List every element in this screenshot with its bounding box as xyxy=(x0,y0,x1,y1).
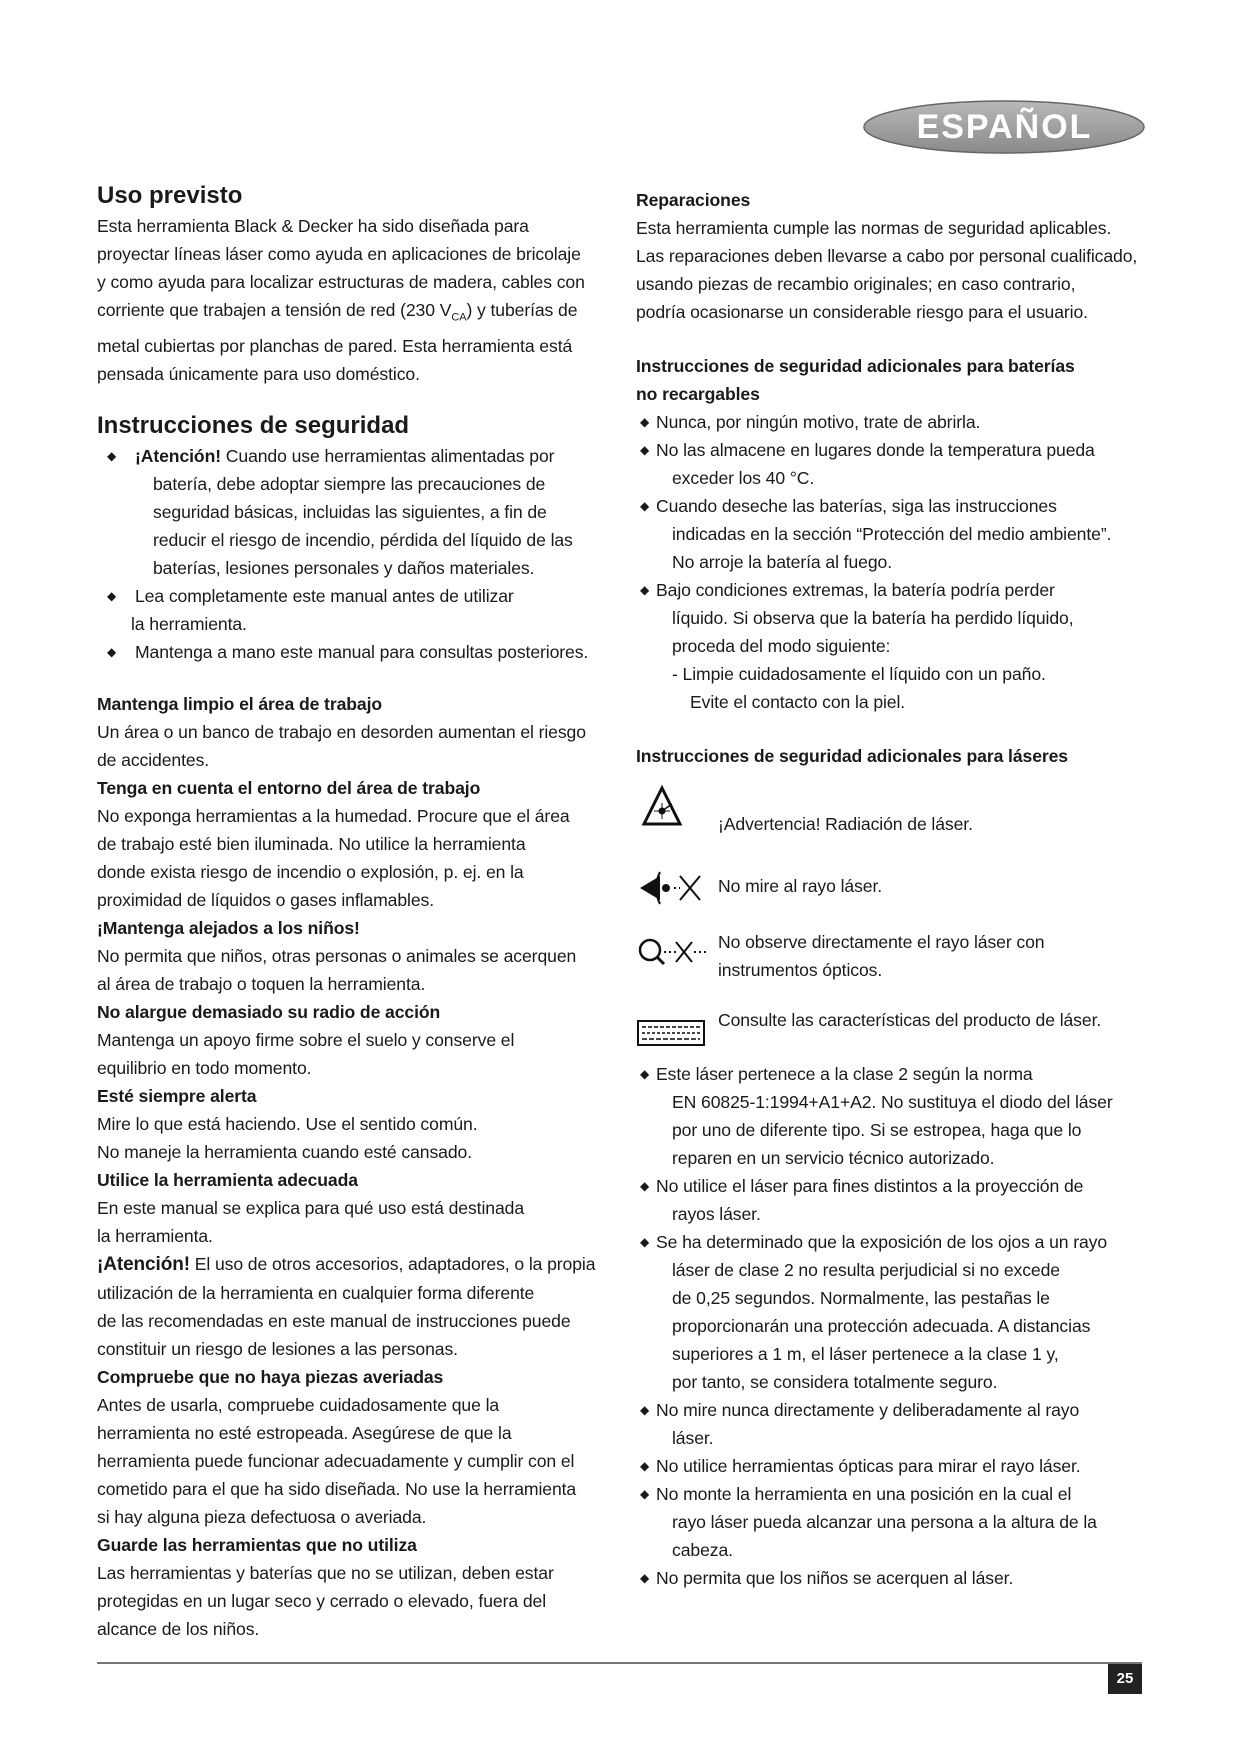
uso-line: pensada únicamente para uso doméstico. xyxy=(97,363,420,384)
section-line: Antes de usarla, compruebe cuidadosamente que la xyxy=(97,1394,500,1415)
section-line: proximidad de líquidos o gases inflamables. xyxy=(97,889,435,910)
section-line: cometido para el que ha sido diseñada. No use la herramienta xyxy=(97,1478,577,1499)
icon-label: instrumentos ópticos. xyxy=(718,960,883,980)
diamond-bullet-icon: ◆ xyxy=(640,583,650,597)
bullet-line: seguridad básicas, incluidas las siguientes, a fin de xyxy=(153,501,547,522)
section-line: Mire lo que está haciendo. Use el sentido común. xyxy=(97,1113,478,1134)
uso-title: Uso previsto xyxy=(97,182,243,209)
bullet-item: ◆ Nunca, por ningún motivo, trate de abrirla. xyxy=(636,408,1156,436)
uso-line: metal cubiertas por planchas de pared. Esta herramienta está xyxy=(97,335,573,356)
bullet-item: ◆ Se ha determinado que la exposición de los ojos a un rayo xyxy=(636,1228,1156,1256)
dash-line: Evite el contacto con la piel. xyxy=(690,692,906,712)
diamond-bullet-icon: ◆ xyxy=(640,1571,650,1585)
section-heading: Compruebe que no haya piezas averiadas xyxy=(97,1366,444,1387)
uso-line: proyectar líneas láser como ayuda en aplicaciones de bricolaje xyxy=(97,244,581,264)
diamond-bullet-icon: ◆ xyxy=(640,1459,650,1473)
bullet-line: baterías, lesiones personales y daños materiales. xyxy=(153,557,535,578)
right-column xyxy=(636,186,1156,1592)
section-heading: Instrucciones de seguridad adicionales para láseres xyxy=(636,746,1068,766)
bullet-item: ◆ No las almacene en lugares donde la temperatura pueda xyxy=(636,436,1156,464)
section-line: podría ocasionarse un considerable riesgo para el usuario. xyxy=(636,302,1088,322)
section-heading: no recargables xyxy=(636,384,760,404)
bullet-line: indicadas en la sección “Protección del medio ambiente”. xyxy=(672,524,1112,544)
atencion-line: de las recomendadas en este manual de instrucciones puede xyxy=(97,1310,571,1331)
section-line: alcance de los niños. xyxy=(97,1618,260,1639)
bullet-line: EN 60825-1:1994+A1+A2. No sustituya el diodo del láser xyxy=(672,1092,1113,1112)
diamond-bullet-icon: ◆ xyxy=(640,415,650,429)
bullet-line: por uno de diferente tipo. Si se estropea, haga que lo xyxy=(672,1120,1082,1140)
diamond-bullet-icon: ◆ xyxy=(640,499,650,513)
section-heading: No alargue demasiado su radio de acción xyxy=(97,1001,441,1022)
uso-line: y como ayuda para localizar estructuras de madera, cables con xyxy=(97,272,585,292)
section-line: la herramienta. xyxy=(97,1225,213,1246)
seguridad-title: Instrucciones de seguridad xyxy=(97,411,410,439)
bullet-item: ◆ ¡Atención! Cuando use herramientas alimentadas por xyxy=(97,442,622,470)
bullet-line: láser. xyxy=(672,1428,714,1448)
bullet-item: ◆ Este láser pertenece a la clase 2 según la norma xyxy=(636,1060,1156,1088)
bullet-line: No arroje la batería al fuego. xyxy=(672,552,892,572)
diamond-bullet-icon: ◆ xyxy=(640,1179,650,1193)
section-line: No exponga herramientas a la humedad. Procure que el área xyxy=(97,805,570,826)
bullet-item: ◆ Mantenga a mano este manual para consultas posteriores. xyxy=(97,638,622,666)
diamond-bullet-icon: ◆ xyxy=(640,1403,650,1417)
bullet-line: exceder los 40 °C. xyxy=(672,468,815,488)
icon-label: No mire al rayo láser. xyxy=(718,876,883,896)
section-heading: Reparaciones xyxy=(636,190,751,210)
bullet-line: proporcionarán una protección adecuada. A distancias xyxy=(672,1316,1091,1336)
icon-label: No observe directamente el rayo láser con xyxy=(718,932,1045,952)
section-line: Un área o un banco de trabajo en desorden aumentan el riesgo xyxy=(97,721,586,742)
bullet-line: batería, debe adoptar siempre las precauciones de xyxy=(153,473,546,494)
section-line: equilibrio en todo momento. xyxy=(97,1057,312,1078)
section-heading: Instrucciones de seguridad adicionales para baterías xyxy=(636,356,1075,376)
bullet-item: ◆ No utilice herramientas ópticas para mirar el rayo láser. xyxy=(636,1452,1156,1480)
bullet-item: ◆ Cuando deseche las baterías, siga las instrucciones xyxy=(636,492,1156,520)
page-number: 25 xyxy=(1108,1664,1142,1694)
bullet-line: superiores a 1 m, el láser pertenece a la clase 1 y, xyxy=(672,1344,1059,1364)
section-heading: Esté siempre alerta xyxy=(97,1085,257,1106)
section-line: Mantenga un apoyo firme sobre el suelo y conserve el xyxy=(97,1029,515,1050)
section-heading: Utilice la herramienta adecuada xyxy=(97,1169,358,1190)
section-line: herramienta no esté estropeada. Asegúrese de que la xyxy=(97,1422,512,1443)
laser-warning-row xyxy=(636,784,1156,850)
bullet-item: ◆ No mire nunca directamente y deliberadamente al rayo xyxy=(636,1396,1156,1424)
section-line: No permita que niños, otras personas o animales se acerquen xyxy=(97,945,577,966)
bullet-line: por tanto, se considera totalmente seguro. xyxy=(672,1372,998,1392)
eye-row xyxy=(636,868,1156,924)
section-line: donde exista riesgo de incendio o explosión, p. ej. en la xyxy=(97,861,524,882)
bullet-item: ◆ Lea completamente este manual antes de utilizar xyxy=(97,582,622,610)
section-heading: Mantenga limpio el área de trabajo xyxy=(97,693,383,714)
bullet-item: ◆ No utilice el láser para fines distintos a la proyección de xyxy=(636,1172,1156,1200)
section-line: protegidas en un lugar seco y cerrado o elevado, fuera del xyxy=(97,1590,547,1611)
label-row xyxy=(636,1006,1156,1046)
bullet-item: ◆ Bajo condiciones extremas, la batería podría perder xyxy=(636,576,1156,604)
section-line: al área de trabajo o toquen la herramienta. xyxy=(97,973,426,994)
diamond-bullet-icon: ◆ xyxy=(107,448,117,463)
diamond-bullet-icon: ◆ xyxy=(640,1235,650,1249)
section-heading: Guarde las herramientas que no utiliza xyxy=(97,1534,417,1555)
bullet-line: proceda del modo siguiente: xyxy=(672,636,891,656)
section-line: si hay alguna pieza defectuosa o averiada. xyxy=(97,1506,427,1527)
diamond-bullet-icon: ◆ xyxy=(107,644,117,659)
icon-label: Consulte las características del producto de láser. xyxy=(718,1010,1102,1030)
bullet-line: reducir el riesgo de incendio, pérdida del líquido de las xyxy=(153,529,573,550)
bullet-line: de 0,25 segundos. Normalmente, las pestañas le xyxy=(672,1288,1050,1308)
bullet-line: la herramienta. xyxy=(131,613,247,634)
eye-beam-icon xyxy=(636,862,708,918)
left-column xyxy=(97,180,622,1643)
bullet-line: rayos láser. xyxy=(672,1204,761,1224)
optic-row xyxy=(636,928,1156,988)
language-label: ESPAÑOL xyxy=(916,108,1093,146)
uso-line: Esta herramienta Black & Decker ha sido diseñada para xyxy=(97,216,529,236)
section-line: de accidentes. xyxy=(97,749,210,770)
atencion-line: ¡Atención! El uso de otros accesorios, adaptadores, o la propia xyxy=(97,1253,596,1275)
diamond-bullet-icon: ◆ xyxy=(640,443,650,457)
section-heading: Tenga en cuenta el entorno del área de trabajo xyxy=(97,777,481,798)
diamond-bullet-icon: ◆ xyxy=(107,588,117,603)
section-line: En este manual se explica para qué uso está destinada xyxy=(97,1197,525,1218)
uso-line: corriente que trabajen a tensión de red (230 $V_{CA}$) y tuberías de xyxy=(97,300,578,324)
section-line: Las herramientas y baterías que no se utilizan, deben estar xyxy=(97,1562,554,1583)
dash-line: - Limpie cuidadosamente el líquido con un paño. xyxy=(672,664,1046,684)
bullet-item: ◆ No monte la herramienta en una posición en la cual el xyxy=(636,1480,1156,1508)
section-line: Esta herramienta cumple las normas de seguridad aplicables. xyxy=(636,218,1112,238)
bullet-line: cabeza. xyxy=(672,1540,733,1560)
section-line: usando piezas de recambio originales; en caso contrario, xyxy=(636,274,1076,294)
bullet-line: rayo láser pueda alcanzar una persona a la altura de la xyxy=(672,1512,1097,1532)
footer-rule xyxy=(97,1662,1142,1664)
bullet-item: ◆ No permita que los niños se acerquen al láser. xyxy=(636,1564,1156,1592)
icon-label: ¡Advertencia! Radiación de láser. xyxy=(718,814,973,834)
diamond-bullet-icon: ◆ xyxy=(640,1487,650,1501)
section-heading: ¡Mantenga alejados a los niños! xyxy=(97,917,360,938)
language-tab xyxy=(862,99,1147,155)
laser-label-icon xyxy=(636,1006,708,1062)
bullet-line: láser de clase 2 no resulta perjudicial si no excede xyxy=(672,1260,1060,1280)
section-line: de trabajo esté bien iluminada. No utilice la herramienta xyxy=(97,833,526,854)
bullet-line: reparen en un servicio técnico autorizado. xyxy=(672,1148,995,1168)
bullet-line: líquido. Si observa que la batería ha perdido líquido, xyxy=(672,608,1074,628)
section-line: Las reparaciones deben llevarse a cabo por personal cualificado, xyxy=(636,246,1138,266)
section-line: herramienta puede funcionar adecuadamente y cumplir con el xyxy=(97,1450,575,1471)
laser-warning-icon xyxy=(636,784,708,840)
section-line: No maneje la herramienta cuando esté cansado. xyxy=(97,1141,472,1162)
atencion-line: constituir un riesgo de lesiones a las personas. xyxy=(97,1338,458,1359)
magnifier-beam-icon xyxy=(636,926,708,982)
atencion-line: utilización de la herramienta en cualquier forma diferente xyxy=(97,1282,535,1303)
diamond-bullet-icon: ◆ xyxy=(640,1067,650,1081)
